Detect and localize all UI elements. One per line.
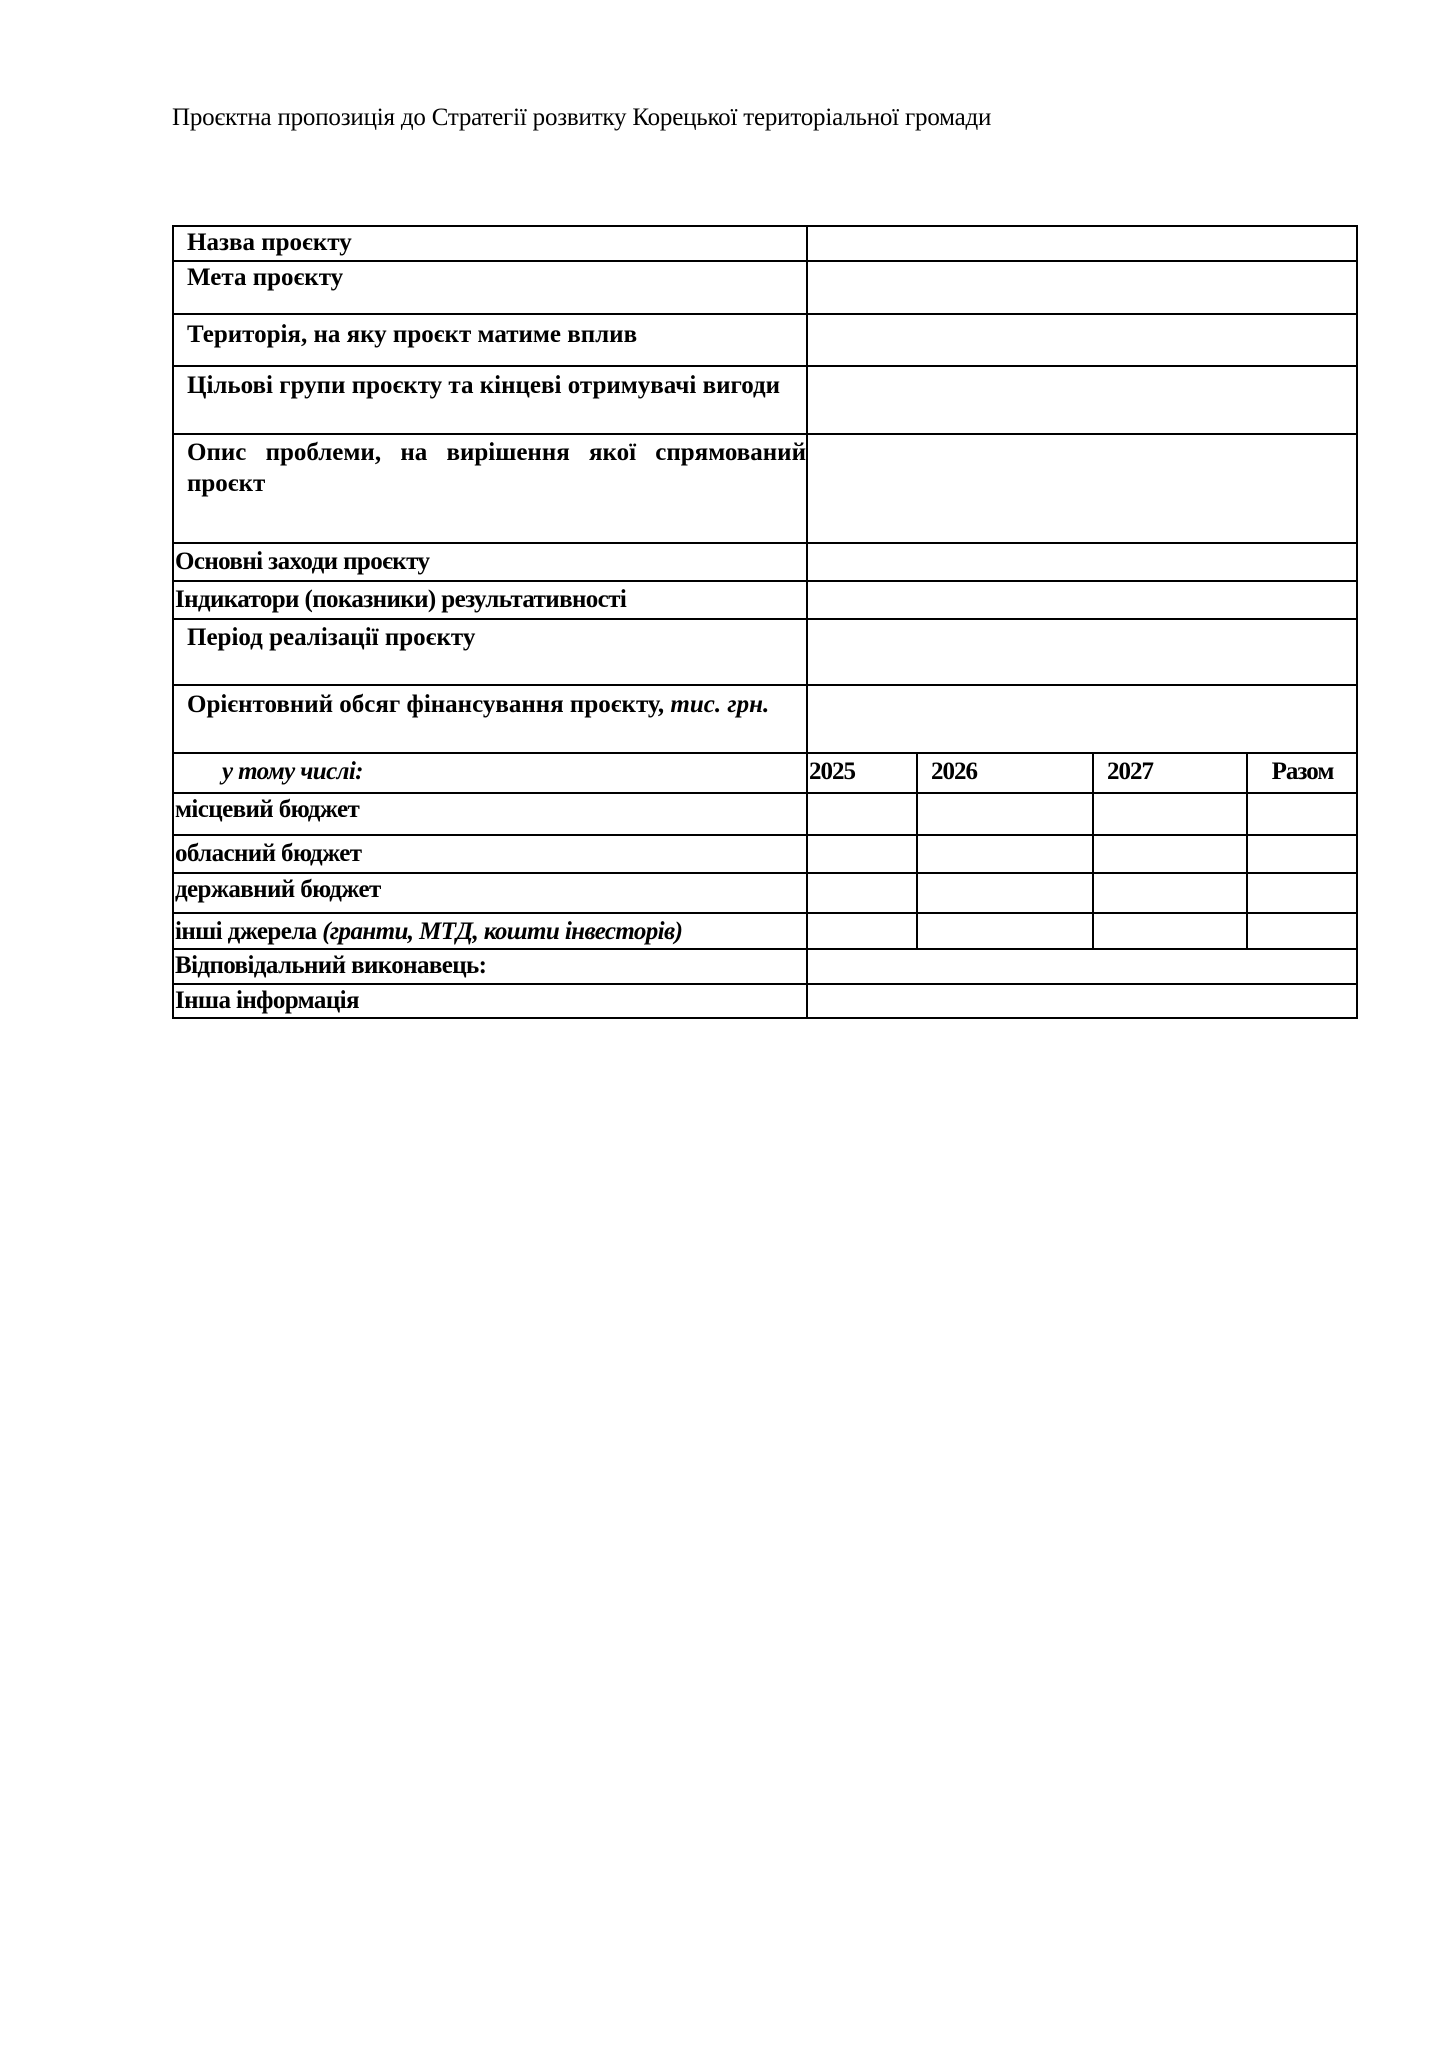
column-header-total: Разом: [1247, 753, 1357, 793]
unit-label: тис. грн.: [670, 691, 770, 718]
budget-cell-2027[interactable]: [1093, 835, 1247, 873]
budget-cell-2026[interactable]: [917, 793, 1093, 835]
responsible-executor-field[interactable]: [807, 949, 1357, 984]
budget-cell-2025[interactable]: [807, 793, 917, 835]
budget-header-row: [173, 753, 1357, 793]
budget-row-state: [173, 873, 1357, 913]
form-row-target-groups: [173, 366, 1357, 434]
column-header-2026: 2026: [917, 753, 1093, 793]
field-label: Індикатори (показники) результативності: [173, 581, 807, 619]
project-name-field[interactable]: [807, 226, 1357, 261]
field-label: Територія, на яку проєкт матиме вплив: [173, 314, 807, 366]
budget-row-other: [173, 913, 1357, 949]
target-groups-field[interactable]: [807, 366, 1357, 434]
budget-source-label: державний бюджет: [173, 873, 807, 913]
budget-cell-total[interactable]: [1247, 793, 1357, 835]
territory-field[interactable]: [807, 314, 1357, 366]
budget-cell-2026[interactable]: [917, 835, 1093, 873]
column-header-2025: 2025: [807, 753, 917, 793]
form-row-project-goal: [173, 261, 1357, 314]
form-row-implementation-period: [173, 619, 1357, 685]
form-row-main-activities: [173, 543, 1357, 581]
budget-row-local: [173, 793, 1357, 835]
field-label: Мета проєкту: [173, 261, 807, 314]
budget-row-regional: [173, 835, 1357, 873]
budget-cell-total[interactable]: [1247, 873, 1357, 913]
main-activities-field[interactable]: [807, 543, 1357, 581]
budget-source-label: місцевий бюджет: [173, 793, 807, 835]
budget-source-label: обласний бюджет: [173, 835, 807, 873]
document-title: Проєктна пропозиція до Стратегії розвитку Корецької територіальної громади: [172, 104, 992, 131]
form-row-project-name: [173, 226, 1357, 261]
field-label: Цільові групи проєкту та кінцеві отримувачі вигоди: [173, 366, 807, 434]
form-row-responsible-executor: [173, 949, 1357, 984]
field-label: Період реалізації проєкту: [173, 619, 807, 685]
project-proposal-form: [172, 225, 1358, 1019]
budget-cell-2025[interactable]: [807, 873, 917, 913]
form-row-problem-description: [173, 434, 1357, 543]
field-label: Назва проєкту: [173, 226, 807, 261]
budget-cell-total[interactable]: [1247, 913, 1357, 949]
problem-description-field[interactable]: [807, 434, 1357, 543]
field-label: Опис проблеми, на вирішення якої спрямований проєкт: [173, 434, 807, 543]
budget-cell-2026[interactable]: [917, 913, 1093, 949]
field-label: Основні заходи проєкту: [173, 543, 807, 581]
column-header-2027: 2027: [1093, 753, 1247, 793]
budget-header-label: у тому числі:: [173, 753, 807, 793]
budget-cell-total[interactable]: [1247, 835, 1357, 873]
budget-cell-2027[interactable]: [1093, 913, 1247, 949]
budget-cell-2027[interactable]: [1093, 793, 1247, 835]
funding-volume-field[interactable]: [807, 685, 1357, 753]
budget-cell-2025[interactable]: [807, 835, 917, 873]
implementation-period-field[interactable]: [807, 619, 1357, 685]
other-sources-note: (гранти, МТД, кошти інвесторів): [322, 918, 683, 945]
form-row-funding-volume: [173, 685, 1357, 753]
field-label: Орієнтовний обсяг фінансування проєкту, тис. грн.: [173, 685, 807, 753]
budget-cell-2026[interactable]: [917, 873, 1093, 913]
field-label: Інша інформація: [173, 984, 807, 1018]
budget-cell-2027[interactable]: [1093, 873, 1247, 913]
field-label: Відповідальний виконавець:: [173, 949, 807, 984]
form-row-other-info: [173, 984, 1357, 1018]
budget-source-label: інші джерела (гранти, МТД, кошти інвесторів): [173, 913, 807, 949]
project-goal-field[interactable]: [807, 261, 1357, 314]
budget-cell-2025[interactable]: [807, 913, 917, 949]
other-info-field[interactable]: [807, 984, 1357, 1018]
indicators-field[interactable]: [807, 581, 1357, 619]
form-row-territory: [173, 314, 1357, 366]
form-row-indicators: [173, 581, 1357, 619]
